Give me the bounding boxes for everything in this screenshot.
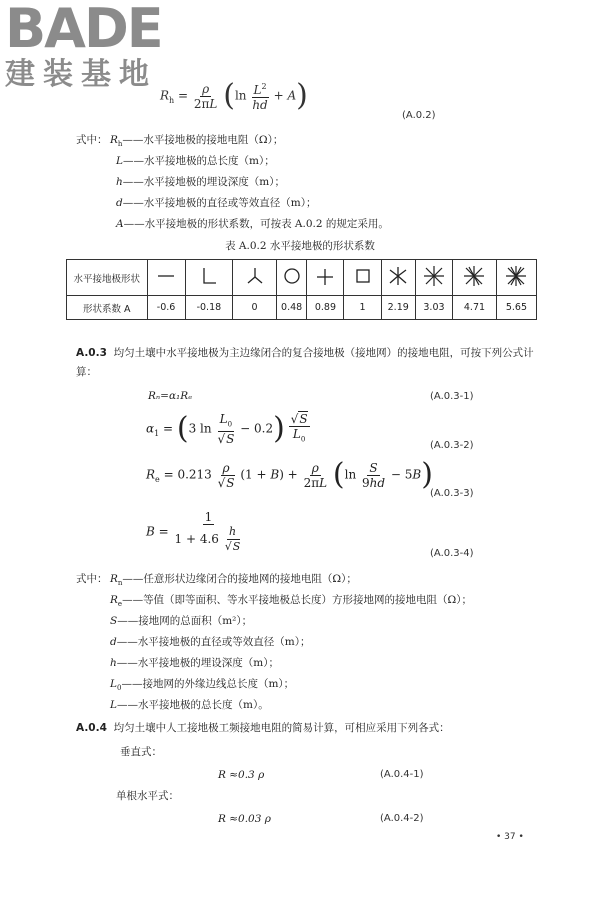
- section-label: A.0.3: [76, 347, 107, 359]
- formula-a042: R ≈0.03 ρ: [218, 813, 271, 825]
- formula-a041: R ≈0.3 ρ: [218, 769, 265, 781]
- def-item: $R_h——$水平接地极的接地电阻（Ω）；: [110, 134, 284, 149]
- formula-a02: $R_h$ = $\frac{\rho}{2\pi L}$ (ln $\frac{L^2}{hd}$ + A): [160, 78, 308, 113]
- def-item: $R_e——$等值（即等面积、等水平接地极总长度）方形接地网的接地电阻（Ω）；: [110, 594, 473, 609]
- eq-number: (A.0.4-1): [380, 769, 424, 780]
- horizontal-label: 单根水平式：: [116, 790, 179, 802]
- eq-number: (A.0.4-2): [380, 813, 424, 824]
- shape-star8-icon: [415, 260, 452, 296]
- logo-subtitle: 建装基地: [5, 57, 157, 92]
- table-cell: 1: [344, 296, 381, 320]
- table-cell: 5.65: [496, 296, 536, 320]
- defs1-intro: 式中：: [76, 134, 108, 146]
- table-cell: 0.48: [276, 296, 307, 320]
- shape-y-icon: [233, 260, 277, 296]
- formula-a032: $\alpha_1 = (3$ ln $\frac{L_0}{√S}$ − 0.2) $\frac{√S}{L_0}$: [146, 411, 308, 447]
- def-item: $R_n——$任意形状边缘闭合的接地网的接地电阻（Ω）；: [110, 573, 357, 588]
- section-label: A.0.4: [76, 722, 107, 734]
- eq-number-a02: (A.0.2): [402, 110, 436, 121]
- shape-square-icon: [344, 260, 381, 296]
- logo: [5, 2, 175, 94]
- section-a03: A.0.3 均匀土壤中水平接地极为主边缘闭合的复合接地极（接地网）的接地电阻，可按下列公式计: [76, 347, 534, 359]
- eq-number: (A.0.3-4): [430, 548, 474, 559]
- def-item: L——水平接地极的总长度（m）。: [110, 699, 269, 711]
- table-cell: 2.19: [381, 296, 415, 320]
- def-item: d——水平接地极的直径或等效直径（m）；: [110, 636, 311, 648]
- eq-number: (A.0.3-3): [430, 488, 474, 499]
- def-item: h——水平接地极的埋设深度（m）；: [110, 657, 279, 669]
- page-number: • 37 •: [496, 832, 524, 842]
- table-row-label: 形状系数 A: [67, 296, 148, 320]
- table-caption: 表 A.0.2 水平接地极的形状系数: [225, 240, 375, 252]
- logo-word: BADE: [5, 0, 162, 60]
- def-item: S——接地网的总面积（m²）；: [110, 615, 253, 627]
- table-cell: 3.03: [415, 296, 452, 320]
- formula-a031: Rₙ=α₁Rₑ: [148, 390, 193, 402]
- defs2-intro: 式中：: [76, 573, 108, 585]
- def-item: $L_0——$接地网的外缘边线总长度（m）；: [110, 678, 295, 693]
- shape-l-icon: [185, 260, 233, 296]
- shape-circle-icon: [276, 260, 307, 296]
- formula-a033: $R_e = 0.213$ $\frac{\rho}{√S}$ (1 + B) + $\frac{\rho}{2\pi L}$ (ln $\frac{S}{9hd}$ − 5B): [146, 457, 433, 492]
- def-item: d——水平接地极的直径或等效直径（m）；: [116, 197, 317, 209]
- table-cell: -0.6: [147, 296, 185, 320]
- vertical-label: 垂直式：: [120, 746, 162, 758]
- def-item: L——水平接地极的总长度（m）；: [116, 155, 275, 167]
- def-item: h——水平接地极的埋设深度（m）；: [116, 176, 285, 188]
- shape-line-icon: [147, 260, 185, 296]
- table-cell: 0.89: [307, 296, 344, 320]
- section-a04: A.0.4 均匀土壤中人工接地极工频接地电阻的简易计算，可相应采用下列各式：: [76, 722, 450, 734]
- shape-coefficient-table: [66, 259, 537, 320]
- shape-star10-icon: [453, 260, 497, 296]
- section-a03-cont: 算：: [76, 366, 97, 378]
- table-cell: -0.18: [185, 296, 233, 320]
- shape-cross-icon: [307, 260, 344, 296]
- eq-number: (A.0.3-2): [430, 440, 474, 451]
- table-cell: 4.71: [453, 296, 497, 320]
- shape-star12-icon: [496, 260, 536, 296]
- shape-star6-icon: [381, 260, 415, 296]
- formula-a034: B = 1 1 + 4.6 $\frac{h}{√S}$: [146, 510, 241, 553]
- eq-number: (A.0.3-1): [430, 391, 474, 402]
- table-header-label: 水平接地极形状: [67, 260, 148, 296]
- table-cell: 0: [233, 296, 277, 320]
- def-item: A——水平接地极的形状系数，可按表 A.0.2 的规定采用。: [116, 218, 389, 230]
